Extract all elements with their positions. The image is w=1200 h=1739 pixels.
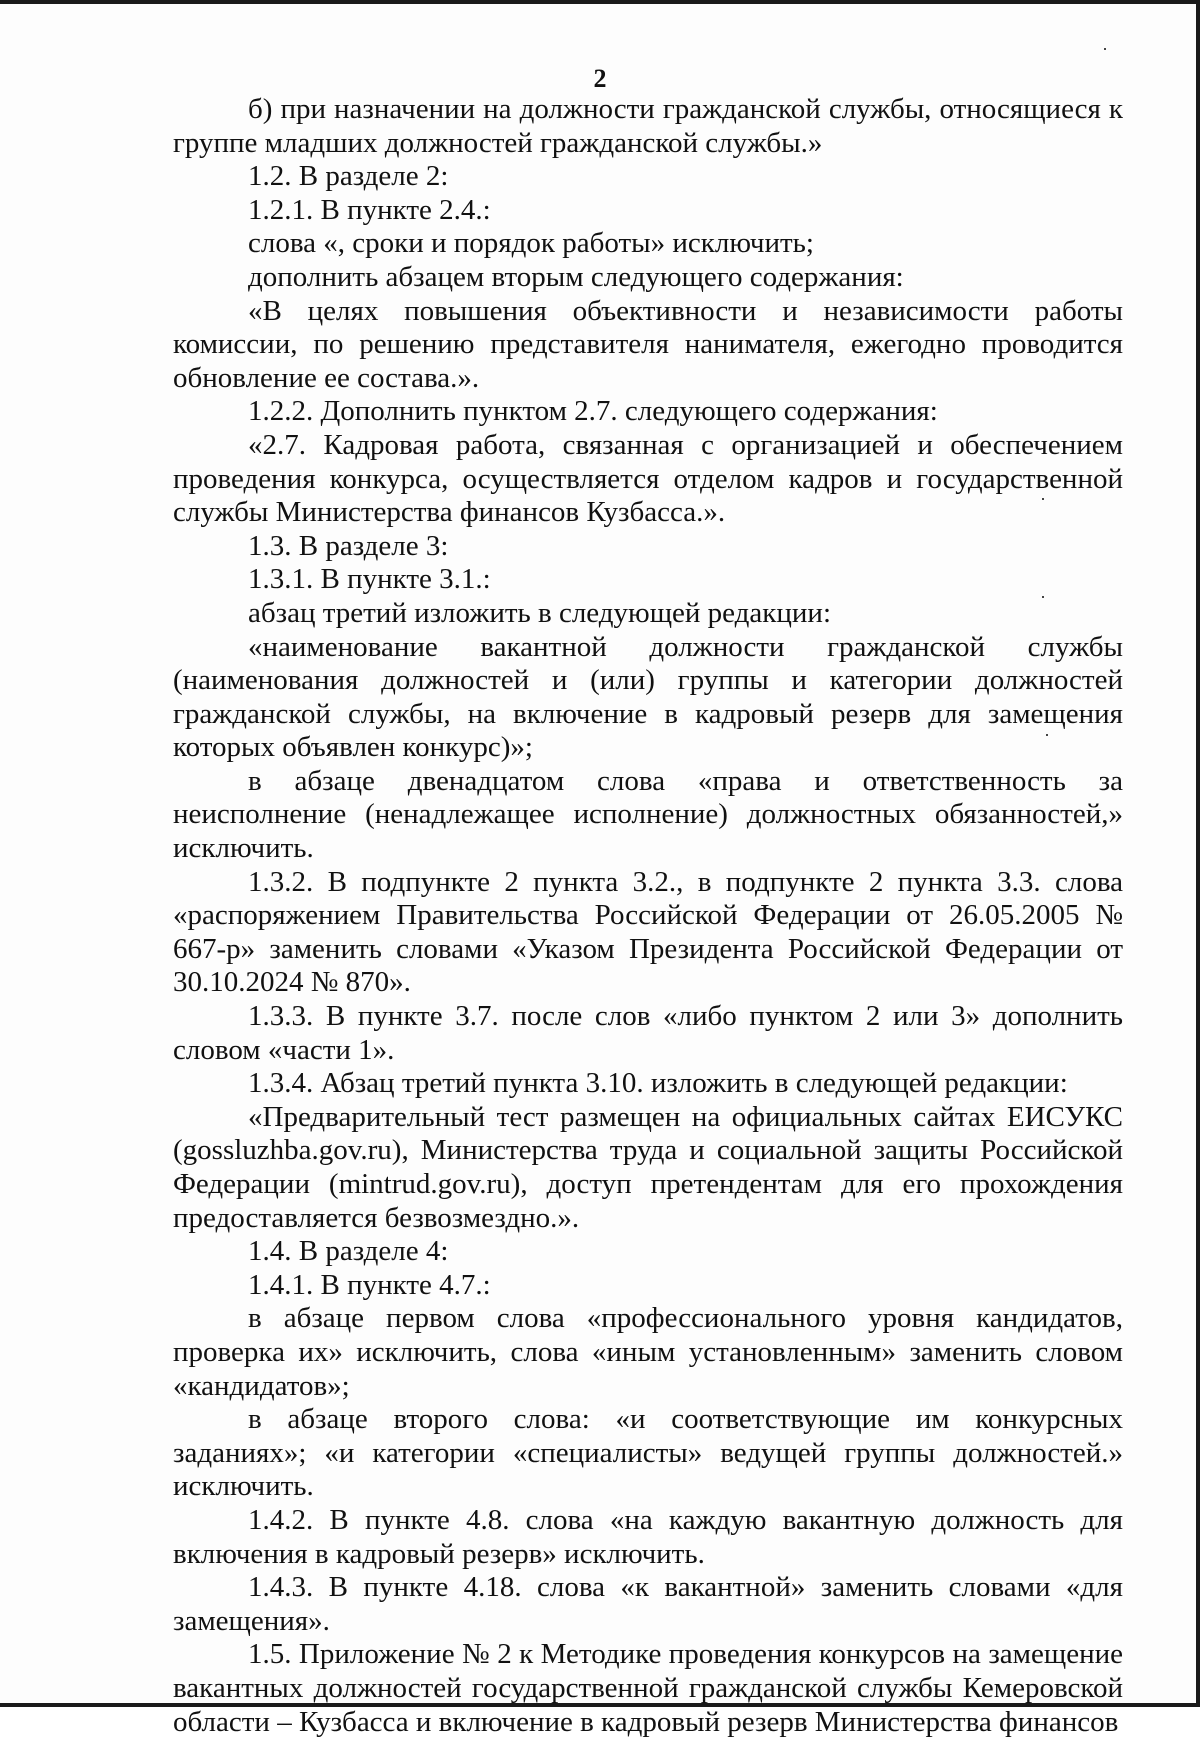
- paragraph: 1.3.2. В подпункте 2 пункта 3.2., в подпункте 2 пункта 3.3. слова «распоряжением Правительства Российской Федерации от 26.05.2005 № 667-р» заменить словами «Указом Президента Российской Федерации от 30.10.2024 № 870».: [173, 865, 1123, 999]
- paragraph: 1.5. Приложение № 2 к Методике проведения конкурсов на замещение вакантных должностей государственной гражданской службы Кемеровской области – Кузбасса и включение в кадровый резерв Министерства финансов: [173, 1638, 1123, 1738]
- scan-speck: [1104, 48, 1106, 50]
- paragraph: 1.3.4. Абзац третий пункта 3.10. изложить в следующей редакции:: [248, 1067, 1068, 1100]
- paragraph: 1.4.1. В пункте 4.7.:: [248, 1268, 491, 1301]
- paragraph: «Предварительный тест размещен на официальных сайтах ЕИСУКС (gossluzhba.gov.ru), Министерства труда и социальной защиты Российской Федерации (mintrud.gov.ru), доступ претендентам для его прохождения предоставляется безвозмездно.».: [173, 1100, 1123, 1234]
- paragraph: в абзаце второго слова: «и соответствующие им конкурсных заданиях»; «и категории «специалисты» ведущей группы должностей.» исключить.: [173, 1403, 1123, 1503]
- paragraph: абзац третий изложить в следующей редакции:: [248, 596, 832, 629]
- scan-edge-top: [0, 0, 1200, 4]
- document-body: [173, 93, 1123, 1739]
- scan-edge-right: [1196, 0, 1200, 1707]
- paragraph: дополнить абзацем вторым следующего содержания:: [248, 260, 904, 293]
- paragraph: 1.3.1. В пункте 3.1.:: [248, 563, 491, 596]
- paragraph: 1.2. В разделе 2:: [248, 160, 449, 193]
- paragraph: 1.4. В разделе 4:: [248, 1235, 449, 1268]
- paragraph: «2.7. Кадровая работа, связанная с организацией и обеспечением проведения конкурса, осуществляется отделом кадров и государственной службы Министерства финансов Кузбасса.».: [173, 428, 1123, 529]
- paragraph: в абзаце первом слова «профессионального уровня кандидатов, проверка их» исключить, слова «иным установленным» заменить словом «кандидатов»;: [173, 1302, 1123, 1402]
- paragraph: «В целях повышения объективности и независимости работы комиссии, по решению представителя нанимателя, ежегодно проводится обновление ее состава.».: [173, 294, 1123, 394]
- paragraph: 1.2.2. Дополнить пунктом 2.7. следующего содержания:: [248, 395, 938, 428]
- page-number: 2: [593, 64, 607, 93]
- paragraph: 1.3.3. В пункте 3.7. после слов «либо пунктом 2 или 3» дополнить словом «части 1».: [173, 1000, 1123, 1066]
- paragraph: 1.4.2. В пункте 4.8. слова «на каждую вакантную должность для включения в кадровый резерв» исключить.: [173, 1503, 1123, 1570]
- paragraph: в абзаце двенадцатом слова «права и ответственность за неисполнение (ненадлежащее исполнение) должностных обязанностей,» исключить.: [173, 764, 1123, 865]
- paragraph: б) при назначении на должности гражданской службы, относящиеся к группе младших должностей гражданской службы.»: [173, 93, 1123, 159]
- paragraph: 1.4.3. В пункте 4.18. слова «к вакантной» заменить словами «для замещения».: [173, 1571, 1123, 1637]
- paragraph: слова «, сроки и порядок работы» исключить;: [248, 227, 814, 260]
- paragraph: 1.2.1. В пункте 2.4.:: [248, 193, 491, 226]
- paragraph: 1.3. В разделе 3:: [248, 529, 449, 562]
- paragraph: «наименование вакантной должности гражданской службы (наименования должностей и (или) группы и категории должностей гражданской службы, на включение в кадровый резерв для замещения которых объявлен конкурс)»;: [173, 630, 1123, 764]
